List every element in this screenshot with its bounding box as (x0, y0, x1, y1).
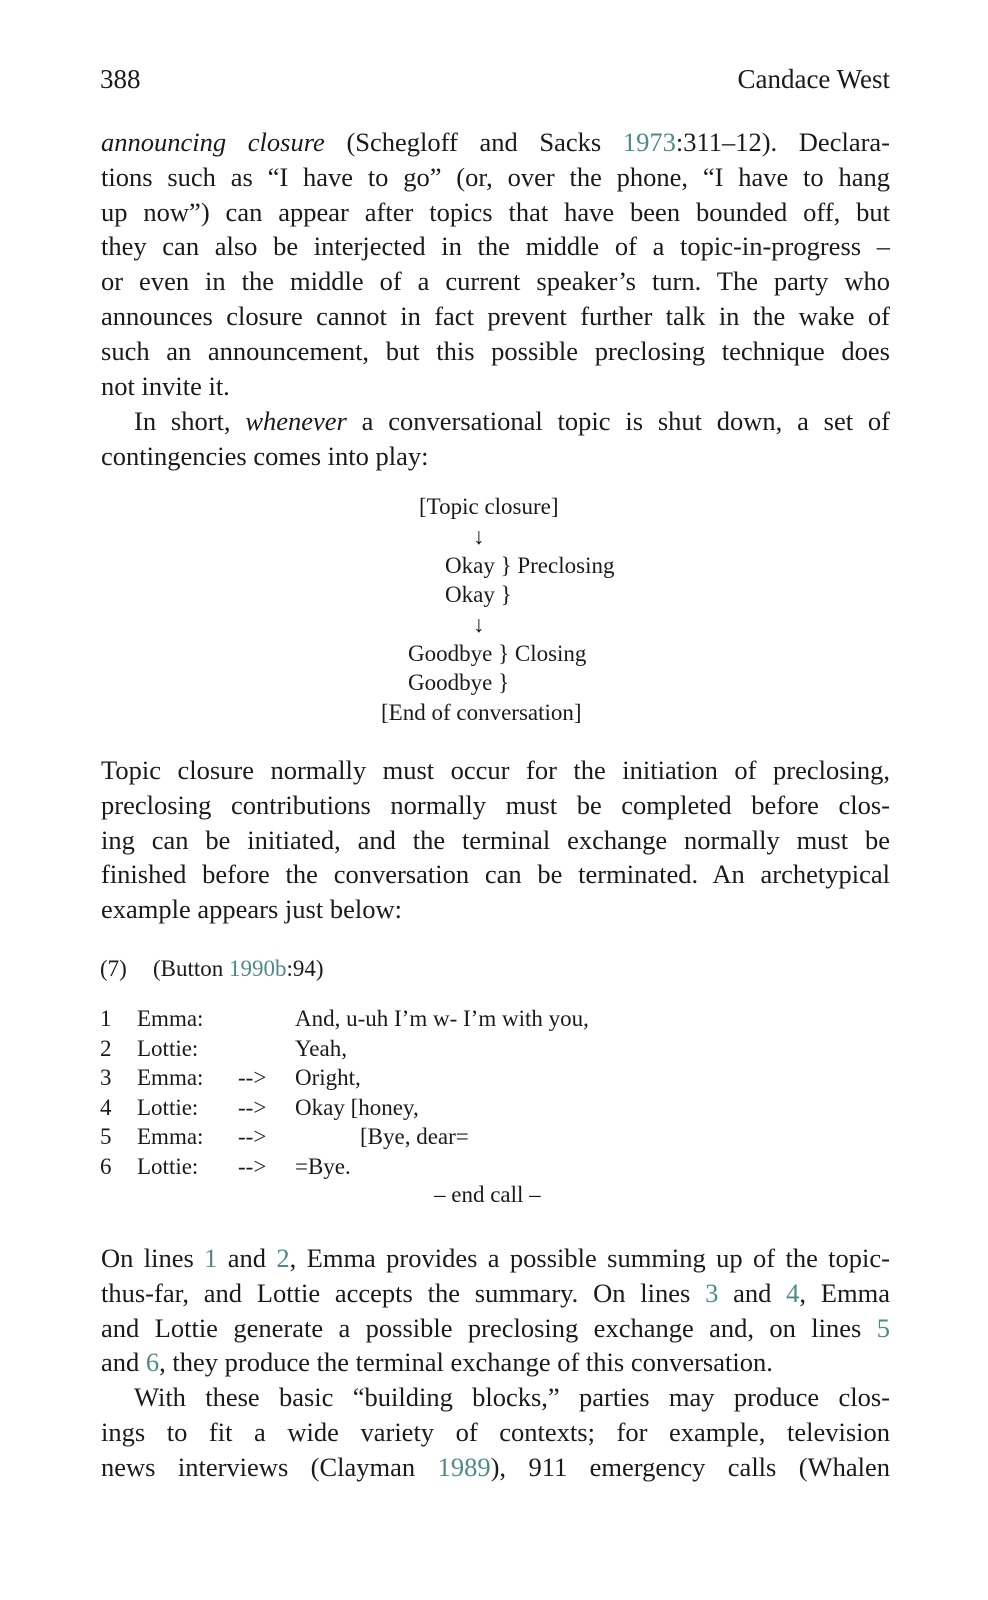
transcript-speaker: Emma: (137, 1065, 204, 1090)
text-segment: and Lottie generate a possible preclosing exchange and, on lines (101, 1312, 877, 1343)
transcript-arrow: --> (238, 1065, 267, 1090)
text-segment: announces closure cannot in fact prevent further talk in the wake of (101, 301, 890, 331)
text-segment: ), 911 emergency calls (Whalen (490, 1451, 890, 1482)
transcript-utterance: Yeah, (295, 1035, 347, 1061)
text-segment: ings to fit a wide variety of contexts; for example, television (101, 1416, 890, 1447)
emphasis-text: announcing closure (101, 127, 325, 157)
transcript-line-number: 3 (100, 1065, 112, 1090)
text-segment: and (101, 1347, 146, 1378)
text-segment: they can also be interjected in the middle of a topic-in-progress – (101, 231, 890, 262)
transcript-speaker: Lottie: (137, 1094, 199, 1120)
emphasis-text: whenever (245, 406, 347, 436)
text-segment: , Emma (799, 1277, 890, 1308)
text-segment: a conversational topic is shut down, a set of (346, 406, 890, 436)
text-line (101, 438, 890, 474)
transcript-line-number: 6 (100, 1153, 112, 1179)
reference-link[interactable]: 6 (145, 1347, 160, 1378)
text-line (101, 1414, 890, 1450)
text-segment: such an announcement, but this possible preclosing technique does (101, 335, 890, 366)
transcript-line-number: 2 (100, 1035, 112, 1061)
page-number: 388 (100, 64, 141, 94)
transcript-utterance: [Bye, dear= (360, 1124, 469, 1149)
transcript-arrow: --> (238, 1094, 267, 1120)
transcript-speaker: Lottie: (137, 1153, 199, 1179)
text-line (101, 124, 890, 160)
transcript-line-number: 4 (100, 1094, 112, 1120)
transcript-utterance: Okay [honey, (295, 1094, 419, 1120)
text-line (101, 1344, 890, 1380)
text-segment: With these basic “building blocks,” parties may produce clos- (134, 1382, 890, 1412)
text-line (101, 1310, 890, 1346)
text-line (101, 298, 890, 334)
text-segment: not invite it. (101, 370, 230, 401)
end-call-marker: – end call – (434, 1182, 541, 1207)
text-line (134, 1379, 890, 1415)
text-line (101, 263, 890, 299)
source-suffix: :94) (286, 956, 324, 981)
text-line (101, 1275, 890, 1311)
text-segment: tions such as “I have to go” (or, over the phone, “I have to hang (101, 161, 890, 192)
text-line (101, 1240, 890, 1276)
text-line (101, 333, 890, 369)
text-segment: , they produce the terminal exchange of this conversation. (159, 1347, 773, 1378)
text-segment: and (718, 1277, 787, 1308)
transcript-speaker: Lottie: (137, 1035, 199, 1061)
text-line (101, 368, 890, 404)
text-segment: , Emma provides a possible summing up of the topic- (289, 1243, 890, 1273)
transcript-arrow: --> (238, 1124, 267, 1149)
diagram-goodbye: Goodbye } (408, 670, 510, 695)
text-segment: and (217, 1243, 277, 1273)
text-line (101, 856, 890, 892)
text-segment: or even in the middle of a current speaker’s turn. The party who (101, 266, 890, 297)
text-segment: (Schegloff and Sacks (324, 127, 623, 157)
text-line (134, 403, 890, 439)
transcript-line-number: 5 (100, 1124, 112, 1149)
diagram-end-of-conversation: [End of conversation] (381, 700, 582, 725)
text-segment: preclosing contributions normally must be completed before clos- (101, 789, 890, 820)
reference-link[interactable]: 1973 (622, 127, 676, 157)
transcript-arrow: --> (238, 1153, 267, 1179)
example-number: (7) (100, 956, 127, 981)
text-line (101, 194, 890, 230)
running-header-author: Candace West (737, 64, 890, 94)
text-line (101, 159, 890, 195)
text-segment: :311–12). Declara- (675, 127, 890, 157)
reference-link[interactable]: 3 (705, 1277, 719, 1308)
reference-link[interactable]: 1 (204, 1243, 218, 1273)
text-segment: example appears just below: (101, 894, 402, 925)
text-segment: contingencies comes into play: (101, 440, 429, 471)
text-line (101, 228, 890, 264)
text-line (101, 891, 890, 927)
source-citation-link[interactable]: 1990b (229, 956, 287, 981)
down-arrow-icon: ↓ (473, 524, 485, 549)
text-segment: news interviews (Clayman (101, 1451, 438, 1482)
down-arrow-icon: ↓ (473, 612, 485, 637)
text-line (101, 787, 890, 823)
transcript-speaker: Emma: (137, 1124, 204, 1149)
text-segment: up now”) can appear after topics that have been bounded off, but (101, 196, 890, 227)
diagram-okay: Okay } (445, 582, 512, 607)
reference-link[interactable]: 5 (876, 1312, 890, 1343)
text-line (101, 752, 890, 788)
source-prefix: (Button (153, 956, 230, 981)
text-segment: In short, (134, 406, 246, 436)
text-segment: thus-far, and Lottie accepts the summary. On lines (101, 1277, 706, 1308)
text-segment: ing can be initiated, and the terminal exchange normally must be (101, 824, 890, 855)
transcript-utterance: Oright, (295, 1065, 361, 1090)
transcript-line-number: 1 (100, 1006, 112, 1031)
text-line (101, 1449, 890, 1485)
text-segment: On lines (101, 1243, 205, 1273)
transcript-speaker: Emma: (137, 1006, 204, 1031)
diagram-topic-closure: [Topic closure] (419, 494, 559, 519)
text-line (101, 822, 890, 858)
transcript-utterance: And, u-uh I’m w- I’m with you, (295, 1006, 589, 1031)
text-segment: Topic closure normally must occur for the initiation of preclosing, (101, 755, 890, 785)
transcript-utterance: =Bye. (295, 1153, 351, 1179)
reference-link[interactable]: 1989 (437, 1451, 491, 1482)
reference-link[interactable]: 2 (276, 1243, 290, 1273)
reference-link[interactable]: 4 (786, 1277, 800, 1308)
diagram-goodbye-closing: Goodbye } Closing (408, 641, 587, 666)
text-segment: finished before the conversation can be terminated. An archetypical (101, 859, 890, 890)
diagram-okay-preclosing: Okay } Preclosing (445, 553, 615, 578)
example-source (153, 954, 324, 984)
